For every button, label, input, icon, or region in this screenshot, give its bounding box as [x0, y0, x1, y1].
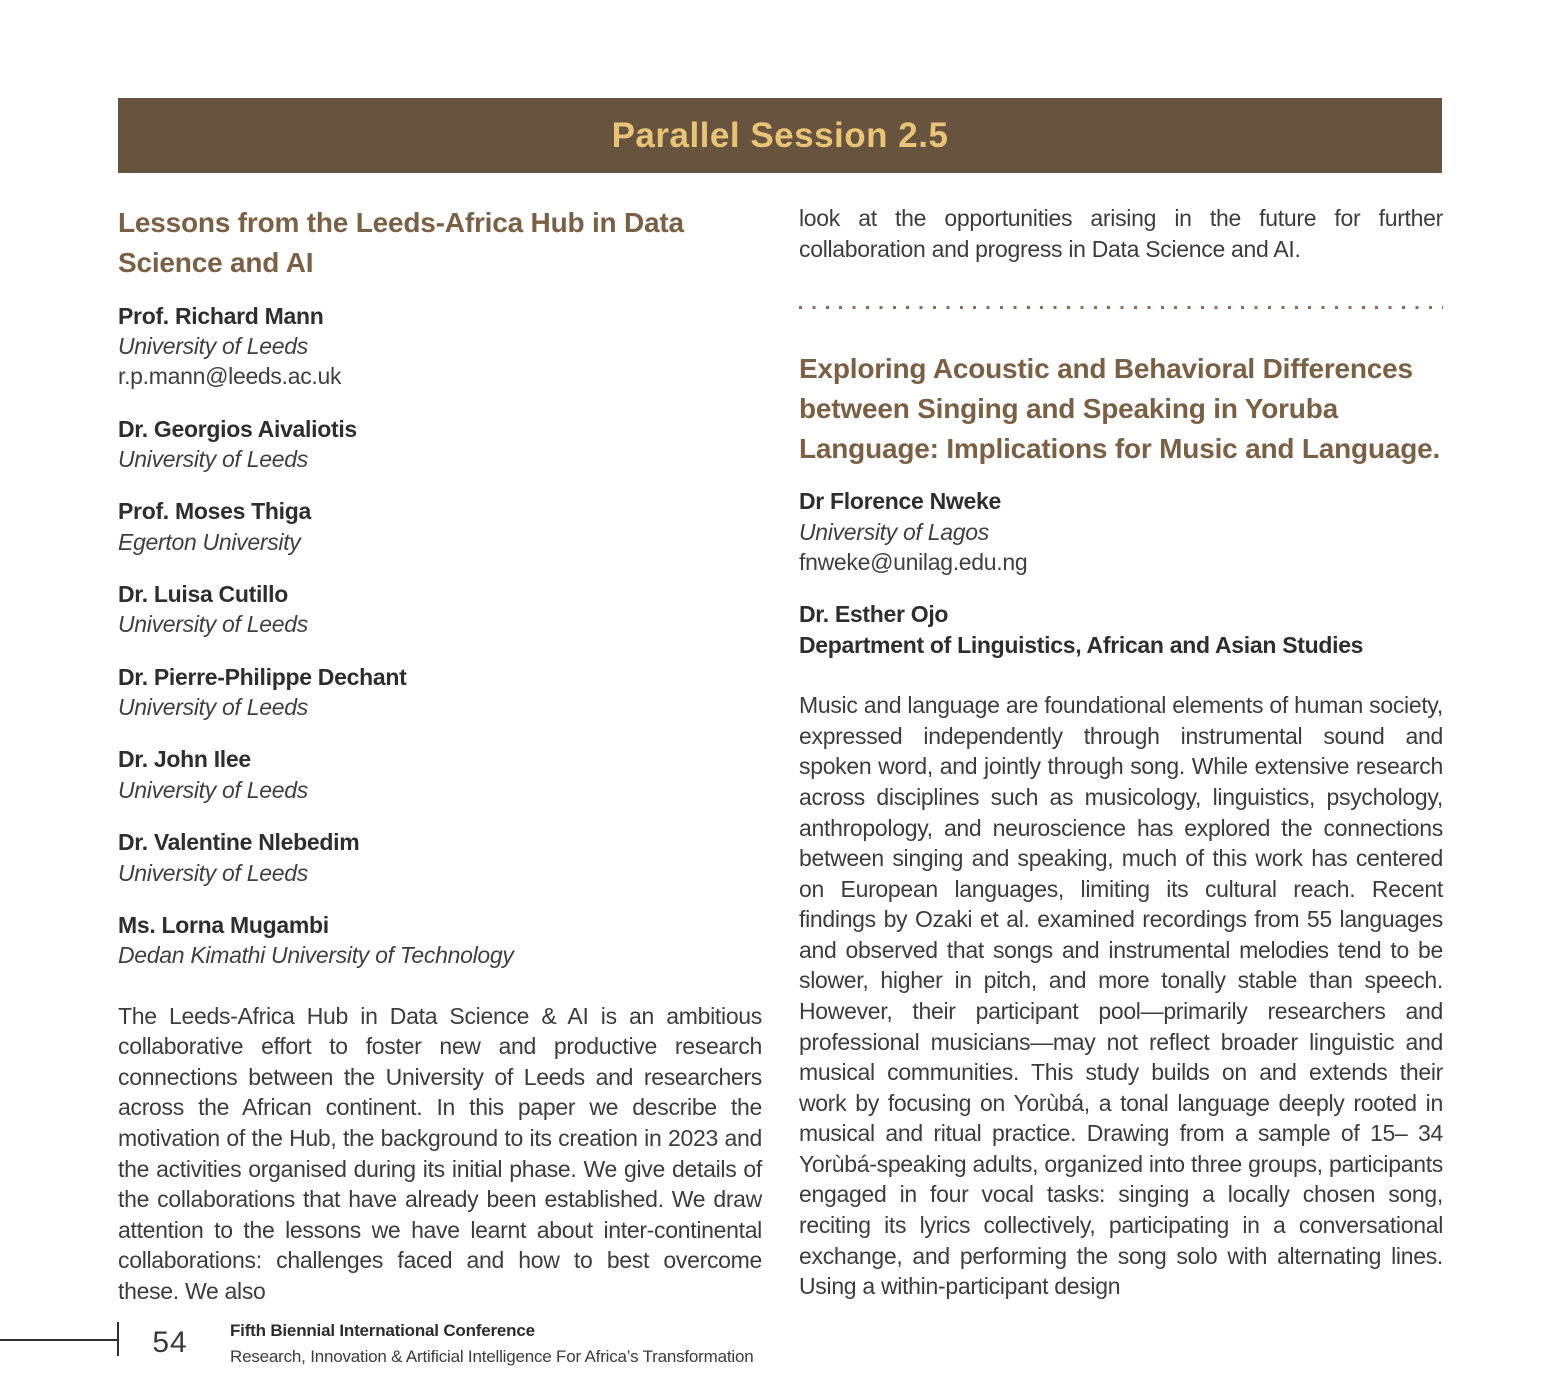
left-column	[118, 203, 762, 1306]
session-banner-title: Parallel Session 2.5	[611, 115, 949, 155]
author-entry	[118, 662, 762, 723]
author-name: Dr. Esther Ojo	[799, 601, 949, 628]
author-entry	[118, 301, 762, 392]
author-affiliation: University of Leeds	[118, 445, 308, 472]
author-affiliation: University of Leeds	[118, 611, 308, 638]
author-name: Dr. John Ilee	[118, 746, 251, 773]
author-entry	[799, 599, 1443, 660]
author-entry	[799, 486, 1443, 577]
left-session-title: Lessons from the Leeds-Africa Hub in Data Science and AI	[118, 207, 684, 278]
author-name: Prof. Richard Mann	[118, 302, 324, 329]
session-banner	[118, 98, 1442, 173]
author-name: Dr. Pierre-Philippe Dechant	[118, 663, 407, 690]
abstract-continuation: look at the opportunities arising in the future for further collaboration and progress in Data Science and AI.	[799, 205, 1443, 262]
right-column	[799, 203, 1443, 1306]
author-entry	[118, 827, 762, 888]
author-affiliation: University of Leeds	[118, 776, 308, 803]
author-name: Dr. Luisa Cutillo	[118, 581, 288, 608]
author-name: Dr. Georgios Aivaliotis	[118, 415, 357, 442]
footer-rule	[0, 1339, 117, 1341]
author-entry	[118, 744, 762, 805]
author-name: Ms. Lorna Mugambi	[118, 911, 329, 938]
footer-conference-theme: Research, Innovation & Artificial Intelligence For Africa’s Transformation	[230, 1347, 754, 1366]
author-email: r.p.mann@leeds.ac.uk	[118, 363, 342, 390]
author-entry	[118, 414, 762, 475]
author-affiliation: Dedan Kimathi University of Technology	[118, 942, 514, 969]
footer-conference-name: Fifth Biennial International Conference	[230, 1321, 535, 1340]
author-affiliation: University of Leeds	[118, 332, 308, 359]
right-author-list	[799, 486, 1443, 660]
left-author-list	[118, 301, 762, 971]
right-abstract: Music and language are foundational elements of human society, expressed independently through instrumental sound and spoken word, and jointly through song. While extensive research across disciplines such as musicology, linguistics, psychology, anthropology, and neuroscience has explored the connections between singing and speaking, much of this work has centered on European languages, limiting its cultural reach. Recent findings by Ozaki et al. examined recordings from 55 languages and observed that songs and instrumental melodies tend to be slower, higher in pitch, and more tonally stable than speech. However, their participant pool—primarily researchers and professional musicians—may not reflect broader linguistic and musical communities. This study builds on and extends their work by focusing on Yorùbá, a tonal language deeply rooted in musical and ritual practice. Drawing from a sample of 15– 34 Yorùbá-speaking adults, organized into three groups, participants engaged in four vocal tasks: singing a locally chosen song, reciting its lyrics collectively, participating in a conversational exchange, and performing the song solo with alternating lines. Using a within-participant design	[799, 692, 1443, 1300]
author-entry	[118, 579, 762, 640]
author-affiliation: University of Leeds	[118, 859, 308, 886]
page-number: 54	[152, 1326, 188, 1359]
author-email: fnweke@unilag.edu.ng	[799, 549, 1028, 576]
author-name: Dr. Valentine Nlebedim	[118, 829, 360, 856]
author-affiliation: University of Leeds	[118, 694, 308, 721]
author-affiliation: University of Lagos	[799, 518, 989, 545]
right-session-title: Exploring Acoustic and Behavioral Differences between Singing and Speaking in Yoruba Language: Implications for Music and Language.	[799, 353, 1441, 464]
author-affiliation: Egerton University	[118, 528, 301, 555]
author-entry	[118, 910, 762, 971]
footer-rule-tick	[117, 1322, 119, 1356]
left-abstract: The Leeds-Africa Hub in Data Science & AI is an ambitious collaborative effort to foster new and productive research connections between the University of Leeds and researchers across the African continent. In this paper we describe the motivation of the Hub, the background to its creation in 2023 and the activities organised during its initial phase. We give details of the collaborations that have already been established. We draw attention to the lessons we have learnt about inter-continental collaborations: challenges faced and how to best overcome these. We also	[118, 1002, 762, 1304]
author-name: Prof. Moses Thiga	[118, 498, 311, 525]
author-affiliation: Department of Linguistics, African and Asian Studies	[799, 631, 1364, 658]
footer-info	[230, 1321, 753, 1367]
dotted-divider	[799, 306, 1443, 309]
content-columns	[118, 203, 1443, 1306]
author-entry	[118, 496, 762, 557]
author-name: Dr Florence Nweke	[799, 488, 1001, 515]
